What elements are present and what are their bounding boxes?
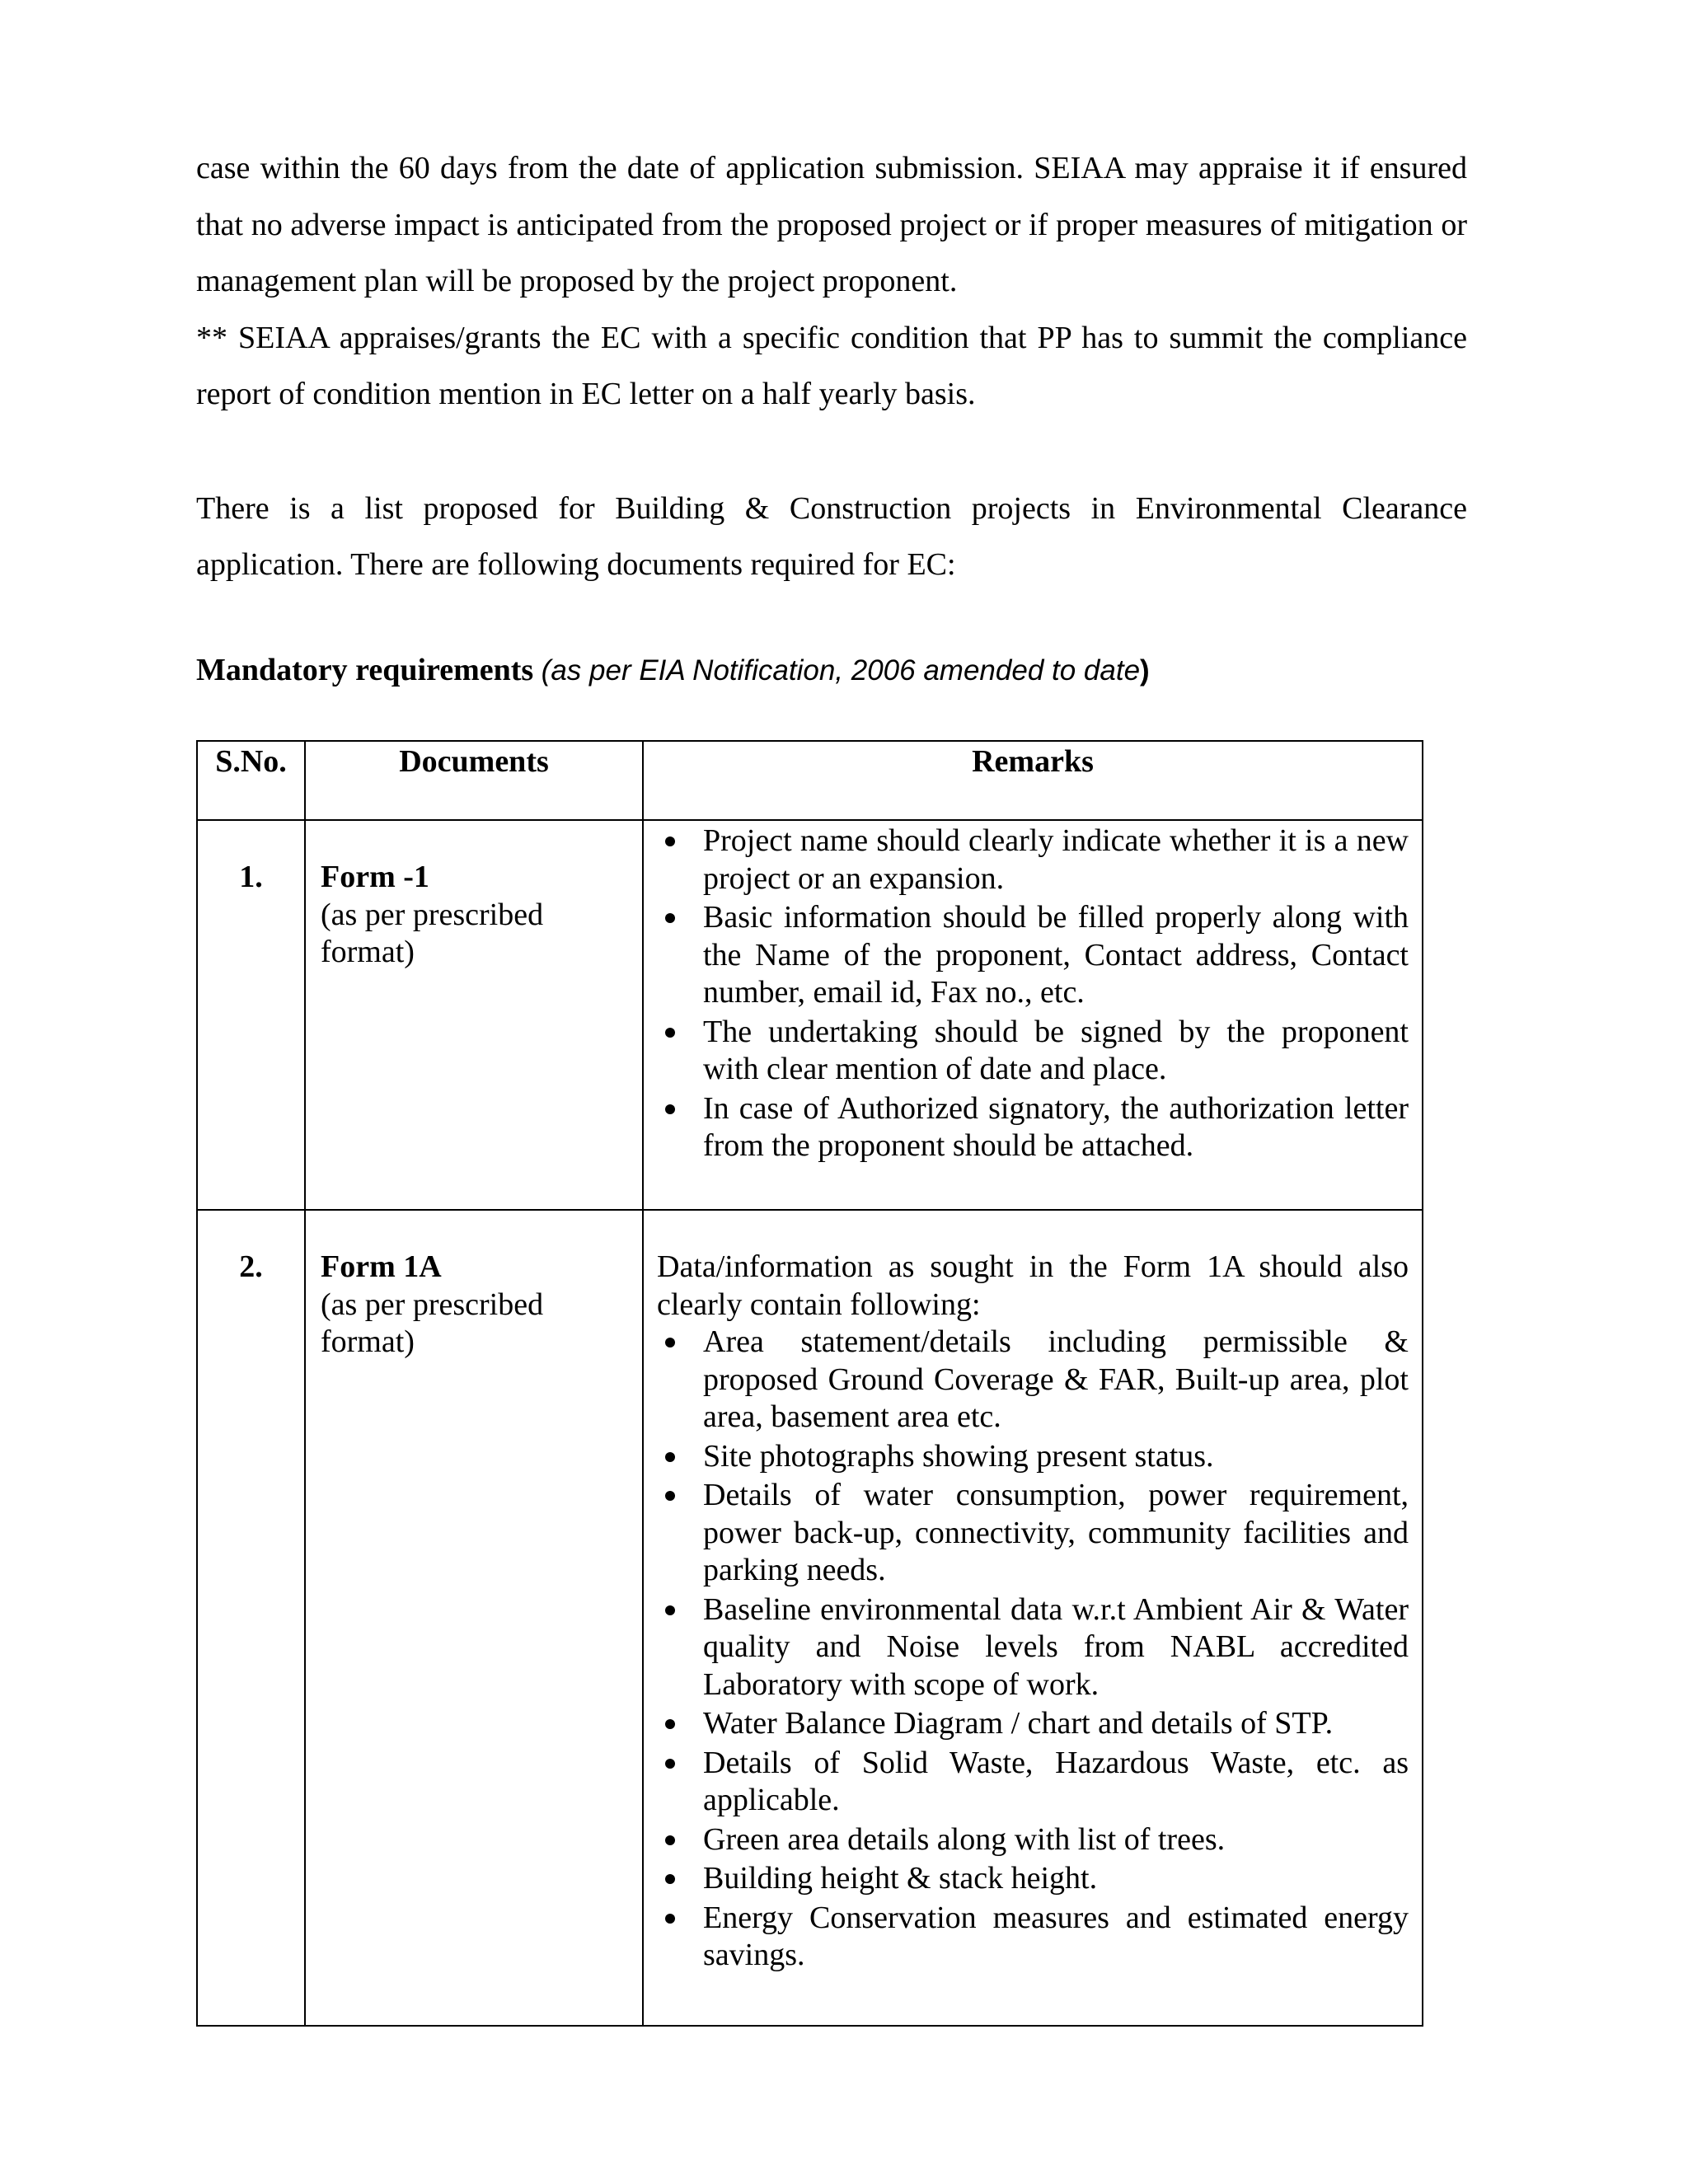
row-remarks <box>643 1210 1423 2026</box>
remark-item: Energy Conservation measures and estimated energy savings. <box>657 1900 1409 1975</box>
row-document <box>305 1210 643 2026</box>
remark-item: Water Balance Diagram / chart and details of STP. <box>657 1705 1409 1743</box>
remark-item: Site photographs showing present status. <box>657 1438 1409 1476</box>
document-name: Form -1 <box>321 860 429 894</box>
header-sno: S.No. <box>197 741 305 820</box>
intro-paragraph-1: case within the 60 days from the date of application submission. SEIAA may appraise it if ensured that no adverse impact is anticipated from the proposed project or if proper measures of mitigation or management plan will be proposed by the project proponent. <box>196 151 1467 298</box>
intro-paragraph-3: There is a list proposed for Building & Construction projects in Environmental Clearance application. There are following documents required for EC: <box>196 490 1467 582</box>
table-row <box>197 820 1423 1210</box>
remark-item: Building height & stack height. <box>657 1860 1409 1898</box>
remark-item: In case of Authorized signatory, the authorization letter from the proponent should be attached. <box>657 1090 1409 1165</box>
section-heading-note: (as per EIA Notification, 2006 amended to date <box>541 654 1141 687</box>
table-header-row <box>197 741 1423 820</box>
section-heading <box>196 649 1467 691</box>
remarks-intro: Data/information as sought in the Form 1A should also clearly contain following: <box>657 1249 1409 1322</box>
row-document <box>305 820 643 1210</box>
header-remarks: Remarks <box>643 741 1423 820</box>
row-remarks <box>643 820 1423 1210</box>
document-format-note: (as per prescribed format) <box>321 897 544 969</box>
remarks-list <box>657 1324 1409 1975</box>
remark-item: The undertaking should be signed by the proponent with clear mention of date and place. <box>657 1014 1409 1089</box>
remark-item: Basic information should be filled properly along with the Name of the proponent, Contact address, Contact number, email id, Fax no., etc. <box>657 899 1409 1012</box>
row-sno: 2. <box>197 1210 305 2026</box>
remark-item: Green area details along with list of trees. <box>657 1821 1409 1859</box>
intro-paragraph-2: ** SEIAA appraises/grants the EC with a specific condition that PP has to summit the compliance report of condition mention in EC letter on a half yearly basis. <box>196 320 1467 411</box>
remark-item: Area statement/details including permissible & proposed Ground Coverage & FAR, Built-up area, plot area, basement area etc. <box>657 1324 1409 1436</box>
table-row <box>197 1210 1423 2026</box>
document-page <box>196 140 1467 1972</box>
remark-item: Project name should clearly indicate whether it is a new project or an expansion. <box>657 823 1409 898</box>
row-sno: 1. <box>197 820 305 1210</box>
remarks-list <box>657 823 1409 1165</box>
section-heading-close: ) <box>1140 654 1150 687</box>
remark-item: Baseline environmental data w.r.t Ambient Air & Water quality and Noise levels from NABL accredited Laboratory with scope of work. <box>657 1591 1409 1704</box>
remark-item: Details of water consumption, power requirement, power back-up, connectivity, community facilities and parking needs. <box>657 1477 1409 1590</box>
header-documents: Documents <box>305 741 643 820</box>
section-heading-title: Mandatory requirements <box>196 652 534 687</box>
document-format-note: (as per prescribed format) <box>321 1286 544 1359</box>
remark-item: Details of Solid Waste, Hazardous Waste, etc. as applicable. <box>657 1745 1409 1820</box>
requirements-table <box>196 740 1423 2027</box>
document-name: Form 1A <box>321 1249 442 1284</box>
